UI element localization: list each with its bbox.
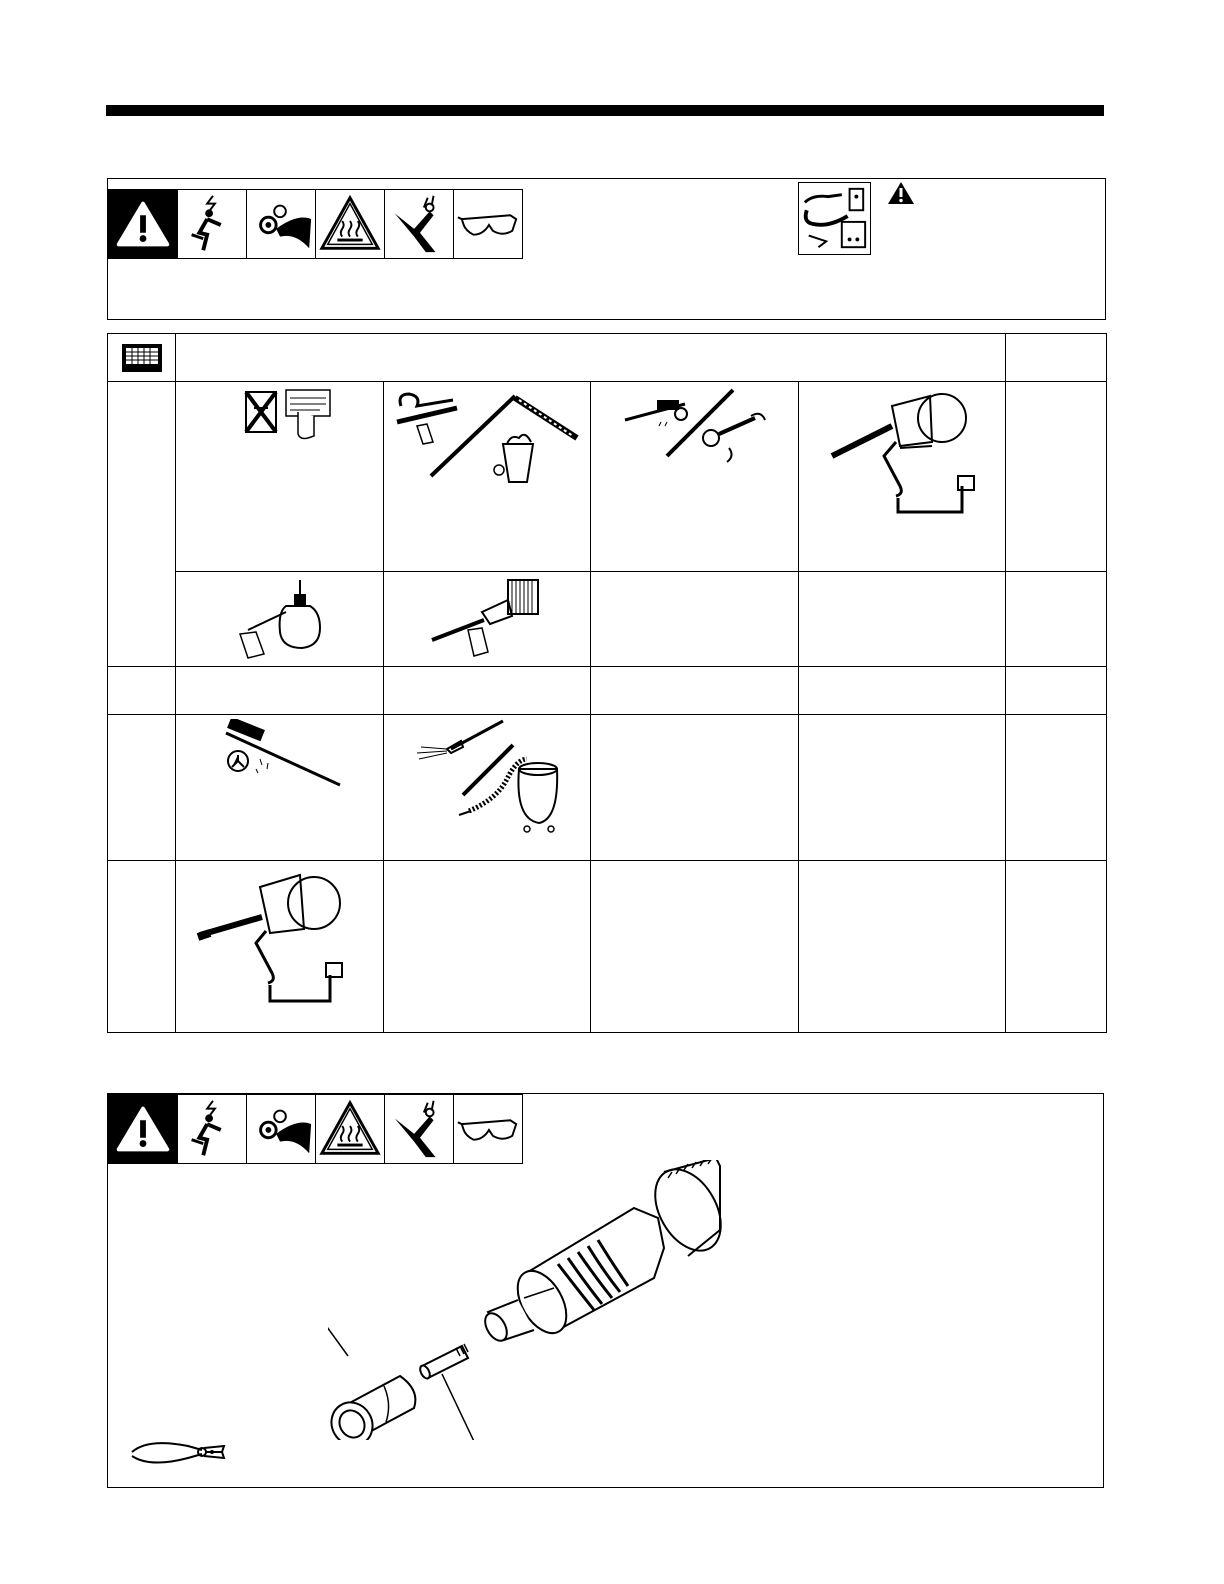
moving-parts-icon (246, 189, 316, 259)
interval-cell (108, 667, 176, 715)
table-cell (384, 715, 591, 861)
table-cell (1006, 715, 1107, 861)
warning-triangle-icon (108, 189, 178, 259)
nozzle (328, 1376, 415, 1440)
electric-shock-icon (177, 1094, 247, 1164)
oil-can-icon (220, 576, 340, 662)
brush-wrench-icon (595, 386, 795, 466)
table-row (108, 715, 1107, 861)
table-cell (799, 715, 1006, 861)
hot-parts-hand-icon (384, 189, 454, 259)
table-cell (384, 861, 591, 1033)
label-replace-icon (210, 386, 350, 446)
gun-head-exploded-view (328, 1160, 748, 1440)
table-cell (591, 572, 799, 667)
interval-cell (108, 861, 176, 1033)
table-header-row (108, 334, 1107, 382)
welding-gun-icon (812, 386, 992, 526)
header-interval-cell (176, 334, 1006, 382)
table-cell (384, 572, 591, 667)
warning-small-icon (887, 181, 915, 205)
unplug-power-icon (798, 182, 871, 255)
table-row (108, 382, 1107, 572)
table-cell (176, 861, 384, 1033)
connector-clean-icon (412, 576, 562, 662)
table-cell (176, 715, 384, 861)
header-rule (106, 105, 1104, 116)
table-cell (176, 382, 384, 572)
table-cell (799, 382, 1006, 572)
hazard-symbol-strip (108, 1094, 523, 1164)
calendar-icon (120, 340, 164, 374)
hot-parts-hand-icon (384, 1094, 454, 1164)
warning-triangle-icon (108, 1094, 178, 1164)
table-cell (176, 667, 384, 715)
contact-tip-callout-line (442, 1374, 480, 1440)
table-cell (591, 667, 799, 715)
hot-surface-icon (315, 189, 385, 259)
table-cell (1006, 572, 1107, 667)
welding-gun-icon (190, 865, 370, 1015)
table-cell (799, 572, 1006, 667)
table-cell (384, 667, 591, 715)
gun-head (481, 1160, 735, 1344)
table-cell (1006, 382, 1107, 572)
table-cell (591, 382, 799, 572)
safety-panel-top (107, 178, 1106, 320)
parts-panel (107, 1093, 1104, 1488)
nozzle-callout-line (328, 1320, 348, 1356)
safety-glasses-icon (453, 1094, 523, 1164)
table-cell (591, 861, 799, 1033)
table-cell (799, 667, 1006, 715)
pliers-icon (128, 1434, 228, 1470)
table-row (108, 861, 1107, 1033)
safety-glasses-icon (453, 189, 523, 259)
header-last-cell (1006, 334, 1107, 382)
table-cell (591, 715, 799, 861)
interval-cell (108, 715, 176, 861)
table-cell (1006, 861, 1107, 1033)
table-cell (384, 382, 591, 572)
blow-vacuum-icon (407, 719, 567, 839)
table-cell (1006, 667, 1107, 715)
electric-shock-icon (177, 189, 247, 259)
table-cell (799, 861, 1006, 1033)
table-row (108, 667, 1107, 715)
calendar-cell (108, 334, 176, 382)
maintenance-table (107, 333, 1107, 1033)
table-cell (176, 572, 384, 667)
hot-surface-icon (315, 1094, 385, 1164)
table-row (108, 572, 1107, 667)
interval-cell (108, 382, 176, 667)
cable-replace-icon (387, 386, 587, 486)
wire-brush-icon (210, 719, 350, 799)
hazard-symbol-strip (108, 189, 523, 259)
moving-parts-icon (246, 1094, 316, 1164)
